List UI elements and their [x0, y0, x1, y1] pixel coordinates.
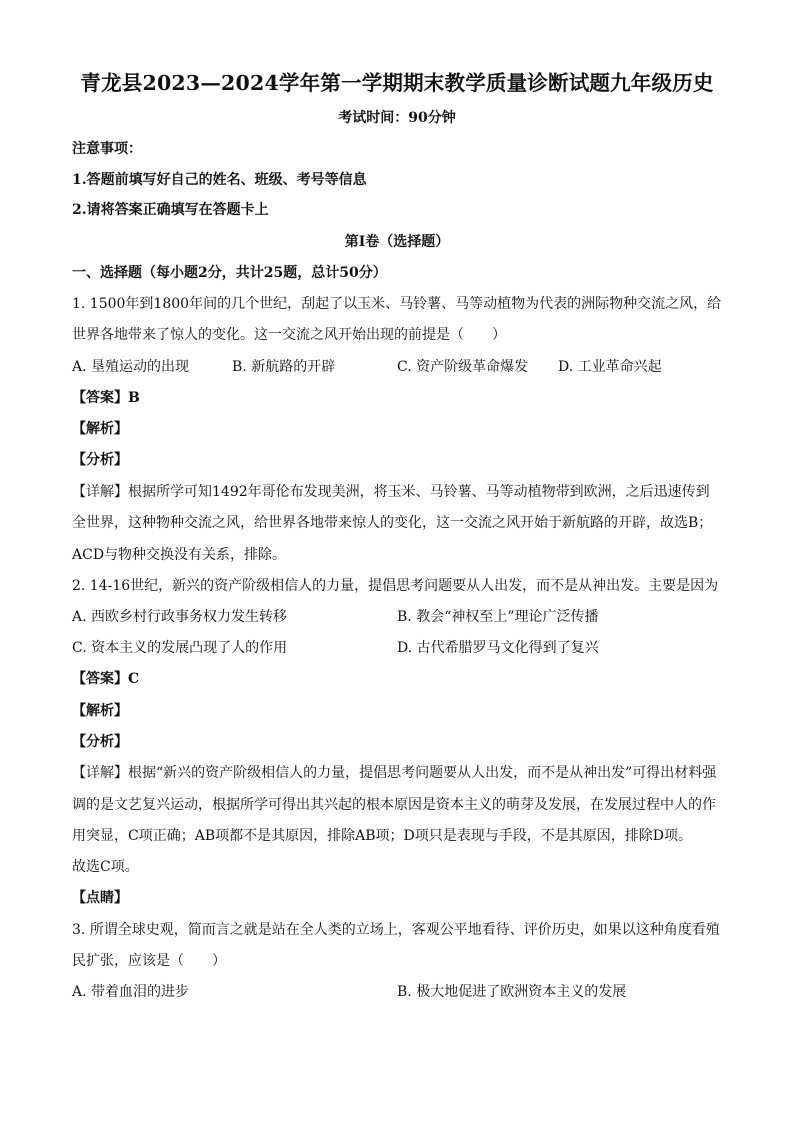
- q2-detail-line-1: 【详解】根据“新兴的资产阶级相信人的力量，提倡思考问题要从人出发，而不是从神出发”可得出材料强: [72, 765, 717, 781]
- q2-fenxi: 【分析】: [72, 734, 128, 750]
- notes-item-1: 1.答题前填写好自己的姓名、班级、考号等信息: [72, 172, 367, 188]
- notes-item-2: 2.请将答案正确填写在答题卡上: [72, 202, 269, 218]
- q2-answer: 【答案】C: [72, 671, 140, 687]
- q3-option-b: B. 极大地促进了欧洲资本主义的发展: [397, 984, 627, 1000]
- part-heading: 一、选择题（每小题2分，共计25题，总计50分）: [72, 265, 387, 281]
- q2-option-b: B. 教会“神权至上”理论广泛传播: [397, 609, 599, 625]
- notes-heading: 注意事项：: [72, 141, 142, 157]
- q2-detail-line-3: 用突显，C项正确；AB项都不是其原因，排除AB项；D项只是表现与手段，不是其原因，排除D项。: [72, 828, 692, 844]
- q3-stem-line-1: 3. 所谓全球史观，简而言之就是站在全人类的立场上，客观公平地看待、评价历史，如果以这种角度看殖: [72, 922, 720, 938]
- q2-option-a: A. 西欧乡村行政事务权力发生转移: [72, 609, 288, 625]
- q2-options-row-2: [72, 638, 722, 658]
- q1-option-a: A. 垦殖运动的出现: [72, 359, 190, 375]
- exam-time: 考试时间：90分钟: [338, 110, 456, 126]
- q2-detail-line-4: 故选C项。: [72, 859, 139, 875]
- q2-option-c: C. 资本主义的发展凸现了人的作用: [72, 640, 288, 656]
- q2-stem: 2. 14-16世纪，新兴的资产阶级相信人的力量，提倡思考问题要从人出发，而不是从神出发。主要是因为: [72, 578, 719, 594]
- q1-options: [72, 357, 722, 377]
- q1-option-b: B. 新航路的开辟: [232, 359, 336, 375]
- q2-jiexi: 【解析】: [72, 703, 128, 719]
- q1-detail-line-1: 【详解】根据所学可知1492年哥伦布发现美洲，将玉米、马铃薯、马等动植物带到欧洲，之后迅速传到: [72, 484, 710, 500]
- q2-dianjing: 【点睛】: [72, 890, 128, 906]
- q2-detail-line-2: 调的是文艺复兴运动，根据所学可得出其兴起的根本原因是资本主义的萌芽及发展，在发展过程中人的作: [72, 797, 716, 813]
- q1-detail-line-3: ACD与物种交换没有关系，排除。: [72, 547, 287, 563]
- q2-option-d: D. 古代希腊罗马文化得到了复兴: [397, 640, 599, 656]
- q1-option-c: C. 资产阶级革命爆发: [397, 359, 529, 375]
- q3-options: [72, 982, 722, 1002]
- q3-stem-line-2: 民扩张，应该是（ ）: [72, 953, 226, 969]
- q1-answer: 【答案】B: [72, 390, 140, 406]
- q1-stem-line-2: 世界各地带来了惊人的变化。这一交流之风开始出现的前提是（ ）: [72, 327, 506, 343]
- page-title: 青龙县2023—2024学年第一学期期末教学质量诊断试题九年级历史: [80, 71, 714, 95]
- q1-stem-line-1: 1. 1500年到1800年间的几个世纪，刮起了以玉米、马铃薯、马等动植物为代表的洲际物种交流之风，给: [72, 296, 722, 312]
- volume-heading: 第Ⅰ卷（选择题）: [344, 234, 450, 250]
- q3-option-a: A. 带着血泪的进步: [72, 984, 190, 1000]
- q1-detail-line-2: 全世界，这种物种交流之风，给世界各地带来惊人的变化，这一交流之风开始于新航路的开辟，故选B；: [72, 515, 713, 531]
- q1-fenxi: 【分析】: [72, 452, 128, 468]
- q2-options-row-1: [72, 607, 722, 627]
- q1-option-d: D. 工业革命兴起: [558, 359, 662, 375]
- q1-jiexi: 【解析】: [72, 421, 128, 437]
